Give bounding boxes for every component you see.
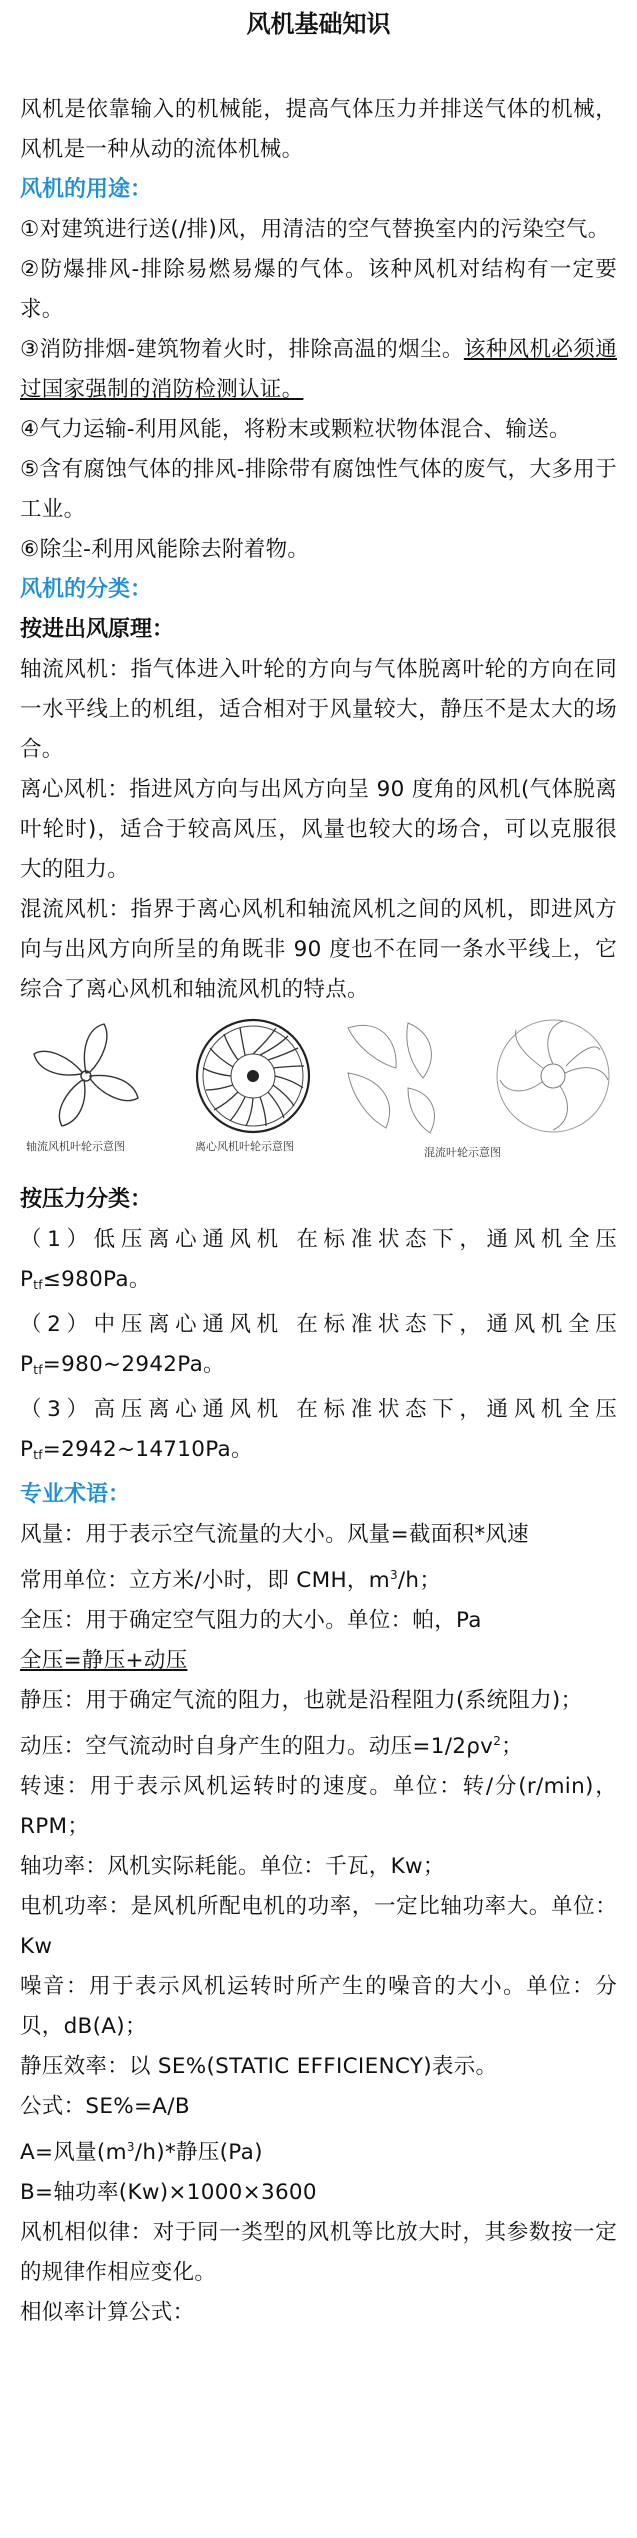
centrifugal-fan-paragraph: 离心风机：指进风方向与出风方向呈 90 度角的风机(气体脱离叶轮时)，适合于较高风压，风量也较大的场合，可以克服很大的阻力。 <box>20 777 617 882</box>
pressure-item-2-tail: =980~2942Pa。 <box>42 1352 225 1377</box>
term-noise: 噪音：用于表示风机运转时所产生的噪音的大小。单位：分贝，dB(A)； <box>20 1974 617 2039</box>
use-item-3-text: ③消防排烟-建筑物着火时，排除高温的烟尘。 <box>20 337 464 362</box>
term-dynamic-pressure <box>20 1721 617 1767</box>
pressure-item-1 <box>20 1220 617 1305</box>
use-item-3-underlined: 该种风机必须通过国家强制的消防检测认证。 <box>20 337 617 402</box>
pressure-item-2-text: （2）中压离心通风机 在标准状态下，通风机全压 P <box>20 1312 617 1377</box>
pressure-item-1-text: （1）低压离心通风机 在标准状态下，通风机全压 P <box>20 1227 617 1292</box>
term-a-definition-tail: /h)*静压(Pa) <box>134 2140 263 2165</box>
axial-impeller-figure <box>26 1018 146 1133</box>
airflow-heading: 按进出风原理： <box>20 617 175 642</box>
use-item-5: ⑤含有腐蚀气体的排风-排除带有腐蚀性气体的废气，大多用于工业。 <box>20 457 617 522</box>
term-dynamic-pressure-text: 动压：空气流动时自身产生的阻力。动压=1/2ρv <box>20 1734 494 1759</box>
centrifugal-caption: 离心风机叶轮示意图 <box>195 1140 294 1153</box>
term-flow-units-text: 常用单位：立方米/小时，即 CMH，m <box>20 1568 390 1593</box>
term-speed: 转速：用于表示风机运转时的速度。单位：转/分(r/min)，RPM； <box>20 1774 617 1839</box>
page-title: 风机基础知识 <box>246 10 391 38</box>
term-dynamic-pressure-tail: ； <box>501 1734 523 1759</box>
term-total-formula-text: 全压=静压+动压 <box>20 1648 188 1673</box>
term-a-definition <box>20 2127 617 2173</box>
term-a-definition-sup: 3 <box>126 2140 135 2154</box>
pressure-item-1-sub: tf <box>33 1278 43 1292</box>
pressure-item-1-tail: ≤980Pa。 <box>42 1267 151 1292</box>
axial-impeller-icon <box>26 1018 146 1133</box>
term-total-pressure: 全压：用于确定空气阻力的大小。单位：帕，Pa <box>20 1608 482 1633</box>
term-static-pressure: 静压：用于确定气流的阻力，也就是沿程阻力(系统阻力)； <box>20 1688 583 1713</box>
pressure-item-3 <box>20 1390 617 1475</box>
use-item-3 <box>20 330 617 410</box>
term-shaft-power: 轴功率：风机实际耗能。单位：千瓦，Kw； <box>20 1854 445 1879</box>
use-item-2: ②防爆排风-排除易燃易爆的气体。该种风机对结构有一定要求。 <box>20 257 617 322</box>
pressure-item-2-sub: tf <box>33 1363 43 1377</box>
term-flow: 风量：用于表示空气流量的大小。风量=截面积*风速 <box>20 1522 529 1547</box>
mixed-impeller-icon <box>338 1018 628 1138</box>
pressure-item-3-sub: tf <box>33 1448 43 1462</box>
axial-fan-paragraph: 轴流风机：指气体进入叶轮的方向与气体脱离叶轮的方向在同一水平线上的机组，适合相对于风量较大，静压不是太大的场合。 <box>20 657 617 762</box>
term-a-definition-text: A=风量(m <box>20 2140 127 2165</box>
uses-heading: 风机的用途： <box>20 177 153 202</box>
term-similarity-calc: 相似率计算公式： <box>20 2300 195 2325</box>
spacer <box>20 56 617 90</box>
centrifugal-impeller-icon <box>188 1018 318 1138</box>
mixed-impeller-figure <box>338 1018 628 1138</box>
term-efficiency: 静压效率：以 SE%(STATIC EFFICIENCY)表示。 <box>20 2054 498 2079</box>
mixed-caption: 混流叶轮示意图 <box>424 1146 501 1159</box>
mixed-fan-paragraph: 混流风机：指界于离心风机和轴流风机之间的风机，即进风方向与出风方向所呈的角既非 90 度也不在同一条水平线上，它综合了离心风机和轴流风机的特点。 <box>20 897 617 1002</box>
impeller-figures <box>20 1018 617 1168</box>
term-flow-units-sup: 3 <box>389 1568 398 1582</box>
term-b-definition: B=轴功率(Kw)×1000×3600 <box>20 2180 317 2205</box>
term-motor-power: 电机功率：是风机所配电机的功率，一定比轴功率大。单位：Kw <box>20 1894 617 1959</box>
terms-heading: 专业术语： <box>20 1482 131 1507</box>
classification-heading: 风机的分类： <box>20 577 153 602</box>
centrifugal-impeller-figure <box>188 1018 318 1138</box>
pressure-heading: 按压力分类： <box>20 1187 153 1212</box>
pressure-item-2 <box>20 1305 617 1390</box>
term-flow-units-tail: /h； <box>397 1568 442 1593</box>
use-item-6: ⑥除尘-利用风能除去附着物。 <box>20 537 310 562</box>
term-similarity: 风机相似律：对于同一类型的风机等比放大时，其参数按一定的规律作相应变化。 <box>20 2220 617 2285</box>
term-total-formula <box>20 1641 617 1681</box>
term-flow-units <box>20 1555 617 1601</box>
axial-caption: 轴流风机叶轮示意图 <box>26 1140 125 1153</box>
use-item-1: ①对建筑进行送(/排)风，用清洁的空气替换室内的污染空气。 <box>20 217 610 242</box>
term-formula: 公式：SE%=A/B <box>20 2094 190 2119</box>
pressure-item-3-text: （3）高压离心通风机 在标准状态下，通风机全压 P <box>20 1397 617 1462</box>
intro-paragraph: 风机是依靠输入的机械能，提高气体压力并排送气体的机械，风机是一种从动的流体机械。 <box>20 97 617 162</box>
pressure-item-3-tail: =2942~14710Pa。 <box>42 1437 253 1462</box>
use-item-4: ④气力运输-利用风能，将粉末或颗粒状物体混合、输送。 <box>20 417 571 442</box>
term-dynamic-pressure-sup: 2 <box>493 1734 502 1748</box>
